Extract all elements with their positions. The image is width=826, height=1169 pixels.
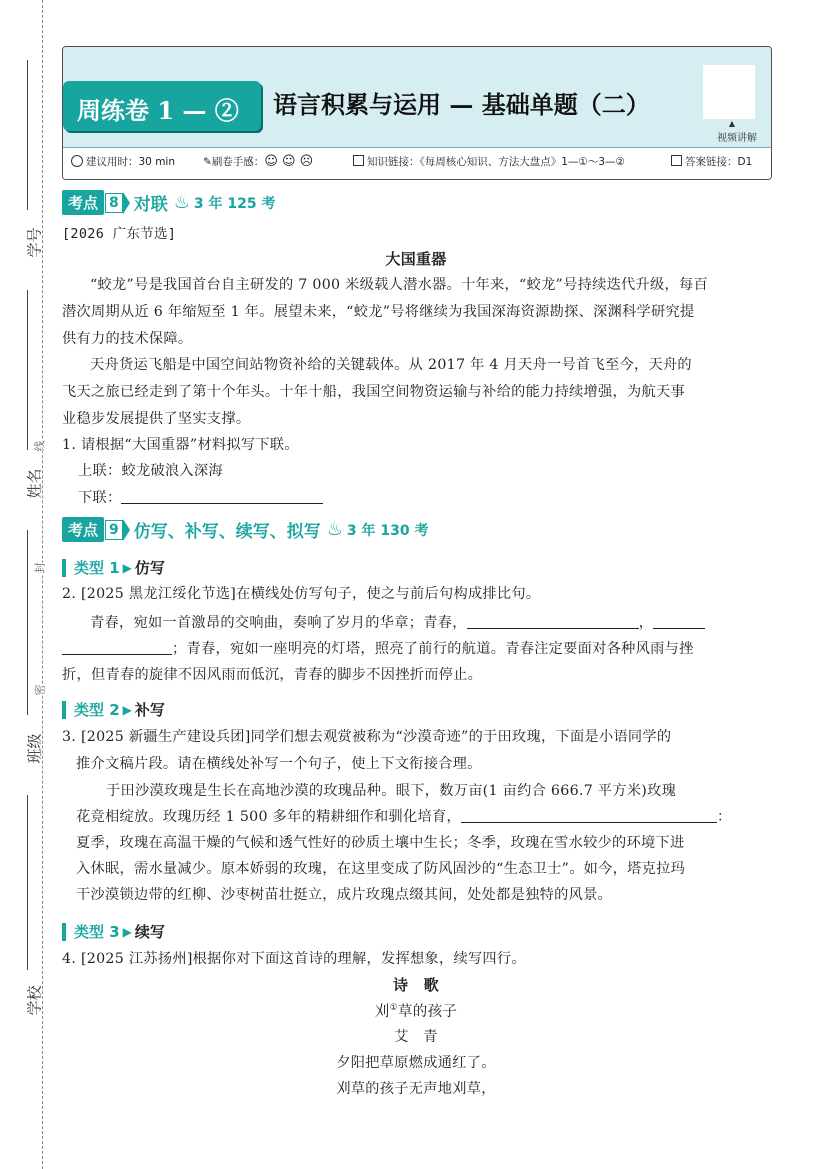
answer-icon bbox=[671, 155, 682, 166]
type-bar bbox=[62, 559, 66, 577]
margin-mark-seal: 封 bbox=[33, 562, 47, 574]
poem-line: 刈草的孩子无声地刈草， bbox=[336, 1081, 496, 1097]
lower-couplet-answer-blank[interactable] bbox=[121, 489, 323, 504]
feel-faces-icon[interactable]: ☺ ☺ ☹ bbox=[264, 154, 314, 169]
margin-label-student-id: 学号 bbox=[25, 227, 44, 258]
margin-mark-secret: 密 bbox=[33, 684, 47, 696]
triangle-icon: ▶ bbox=[122, 560, 132, 575]
worksheet-number: 周练卷 1 — ② bbox=[77, 96, 239, 125]
flame-icon: ♨ bbox=[173, 192, 190, 213]
arrow-icon bbox=[123, 519, 130, 541]
question-3-line bbox=[76, 806, 731, 826]
article-title: 大国重器 bbox=[385, 250, 447, 268]
type-label: 类型 1 bbox=[74, 559, 120, 577]
triangle-icon: ▶ bbox=[122, 702, 132, 717]
qr-code[interactable] bbox=[703, 65, 755, 119]
triangle-icon: ▶ bbox=[122, 924, 132, 939]
suggested-time-text: 建议用时：30 min bbox=[86, 156, 175, 168]
question-1 bbox=[62, 434, 299, 454]
type-label: 类型 3 bbox=[74, 923, 120, 941]
student-id-line bbox=[27, 60, 28, 210]
pen-icon: ✎ bbox=[203, 156, 212, 168]
question-4: 4. [2025 江苏扬州]根据你对下面这首诗的理解，发挥想象，续写四行。 bbox=[62, 951, 526, 967]
poem-section-title: 诗 歌 bbox=[393, 976, 439, 994]
margin-label-name: 姓名 bbox=[25, 468, 44, 499]
question-2-line bbox=[90, 612, 705, 632]
q3-answer-blank[interactable] bbox=[461, 808, 717, 823]
lower-couplet-label: 下联： bbox=[78, 490, 122, 506]
arrow-icon bbox=[123, 192, 130, 214]
question-1-text: 1. 请根据“大国重器”材料拟写下联。 bbox=[62, 437, 299, 453]
worksheet-header bbox=[62, 46, 772, 180]
suggested-time bbox=[71, 154, 175, 169]
section-title: 对联 bbox=[133, 195, 168, 215]
type-name: 续写 bbox=[134, 923, 165, 941]
section-title: 仿写、补写、续写、拟写 bbox=[133, 522, 321, 542]
q2-answer-blank[interactable] bbox=[467, 614, 639, 629]
class-line bbox=[27, 530, 28, 715]
exam-frequency: 3 年 130 考 bbox=[346, 522, 429, 539]
type-2-heading bbox=[62, 699, 165, 720]
paragraph-line: 业稳步发展提供了坚实支撑。 bbox=[62, 411, 251, 427]
type-name: 补写 bbox=[134, 701, 165, 719]
name-line bbox=[27, 290, 28, 450]
margin-label-class: 班级 bbox=[25, 733, 44, 764]
footnote-marker: ① bbox=[389, 1003, 398, 1014]
question-3-line: 夏季，玫瑰在高温干燥的气候和透气性好的砂质土壤中生长；冬季，玫瑰在雪水较少的环境下进 bbox=[76, 835, 685, 851]
answer-link bbox=[671, 154, 752, 169]
answer-link-text: 答案链接：D1 bbox=[685, 156, 753, 168]
knowledge-link bbox=[353, 154, 625, 169]
paragraph-line: 供有力的技术保障。 bbox=[62, 331, 193, 347]
q2-line-text: 青春，宛如一首激昂的交响曲，奏响了岁月的华章；青春， bbox=[90, 615, 467, 631]
question-2-line bbox=[62, 638, 694, 658]
practice-feel bbox=[203, 154, 313, 169]
section-tag: 考点 bbox=[62, 517, 104, 542]
lower-couplet bbox=[78, 487, 323, 507]
section-9-heading bbox=[62, 517, 429, 542]
poem-title bbox=[62, 1000, 770, 1021]
type-name: 仿写 bbox=[134, 559, 165, 577]
source-tag: [2026 广东节选] bbox=[62, 226, 177, 242]
question-2: 2. [2025 黑龙江绥化节选]在横线处仿写句子，使之与前后句构成排比句。 bbox=[62, 586, 541, 602]
video-explanation-label[interactable]: 视频讲解 bbox=[717, 133, 757, 144]
paragraph-line: 天舟货运飞船是中国空间站物资补给的关键载体。从 2017 年 4 月天舟一号首飞至今，天舟的 bbox=[90, 357, 692, 373]
colon: ： bbox=[716, 809, 732, 825]
question-3-line: 推介文稿片段。请在横线处补写一个句子，使上下文衔接合理。 bbox=[76, 756, 482, 772]
margin-mark-line: 线 bbox=[33, 440, 47, 452]
poem-title-part: 刈 bbox=[374, 1004, 390, 1020]
practice-feel-text: 刷卷手感： bbox=[211, 156, 265, 168]
poem-title-part: 草的孩子 bbox=[397, 1004, 458, 1020]
section-number: 8 bbox=[105, 193, 123, 213]
question-2-line: 折，但青春的旋律不因风雨而低沉，青春的脚步不因挫折而停止。 bbox=[62, 667, 483, 683]
q2-line-text: ；青春，宛如一座明亮的灯塔，照亮了前行的航道。青春注定要面对各种风雨与挫 bbox=[172, 641, 694, 657]
type-1-heading bbox=[62, 557, 165, 578]
paragraph-line: 潜次周期从近 6 年缩短至 1 年。展望未来，“蛟龙”号将继续为我国深海资源勘探、深渊科学研究提 bbox=[62, 304, 695, 320]
type-bar bbox=[62, 701, 66, 719]
upper-couplet: 上联：蛟龙破浪入深海 bbox=[78, 463, 223, 479]
book-icon bbox=[353, 155, 364, 166]
knowledge-link-text: 知识链接：《每周核心知识、方法大盘点》1—①～3—② bbox=[367, 156, 625, 168]
type-label: 类型 2 bbox=[74, 701, 120, 719]
flame-icon: ♨ bbox=[326, 519, 343, 540]
type-3-heading bbox=[62, 921, 165, 942]
poem-author: 艾 青 bbox=[394, 1029, 438, 1045]
header-banner bbox=[63, 47, 771, 147]
question-3-line: 3. [2025 新疆生产建设兵团]同学们想去观赏被称为“沙漠奇迹”的于田玫瑰，下面是小语同学的 bbox=[62, 729, 672, 745]
type-bar bbox=[62, 923, 66, 941]
worksheet-tab bbox=[63, 81, 261, 131]
paragraph-line: 飞天之旅已经走到了第十个年头。十年十船，我国空间物资运输与补给的能力持续增强，为航天事 bbox=[62, 384, 685, 400]
paragraph-line: “蛟龙”号是我国首台自主研发的 7 000 米级载人潜水器。十年来，“蛟龙”号持续迭代升级，每百 bbox=[90, 277, 708, 293]
margin-label-school: 学校 bbox=[25, 985, 44, 1016]
question-3-line: 干沙漠锁边带的红柳、沙枣树苗壮挺立，成片玫瑰点缀其间，处处都是独特的风景。 bbox=[76, 887, 613, 903]
caret-up-icon: ▲ bbox=[728, 119, 735, 128]
section-number: 9 bbox=[105, 520, 123, 540]
q3-line-text: 花竞相绽放。玫瑰历经 1 500 多年的精耕细作和驯化培育， bbox=[76, 809, 461, 825]
question-3-line: 入休眠，需水量减少。原本娇弱的玫瑰，在这里变成了防风固沙的“生态卫士”。如今，塔克拉玛 bbox=[76, 861, 686, 877]
q2-answer-blank[interactable] bbox=[653, 614, 705, 629]
header-info-bar bbox=[63, 147, 771, 179]
poem-line: 夕阳把草原燃成通红了。 bbox=[336, 1055, 496, 1071]
school-line bbox=[27, 795, 28, 970]
section-tag: 考点 bbox=[62, 190, 104, 215]
q2-answer-blank[interactable] bbox=[62, 640, 172, 655]
exam-frequency: 3 年 125 考 bbox=[193, 195, 276, 212]
question-3-line: 于田沙漠玫瑰是生长在高地沙漠的玫瑰品种。眼下，数万亩(1 亩约合 666.7 平方米)玫瑰 bbox=[106, 783, 677, 799]
comma: ， bbox=[638, 615, 654, 631]
section-8-heading bbox=[62, 190, 276, 215]
worksheet-title: 语言积累与运用 — 基础单题（二） bbox=[273, 90, 650, 119]
clock-icon bbox=[71, 155, 83, 167]
